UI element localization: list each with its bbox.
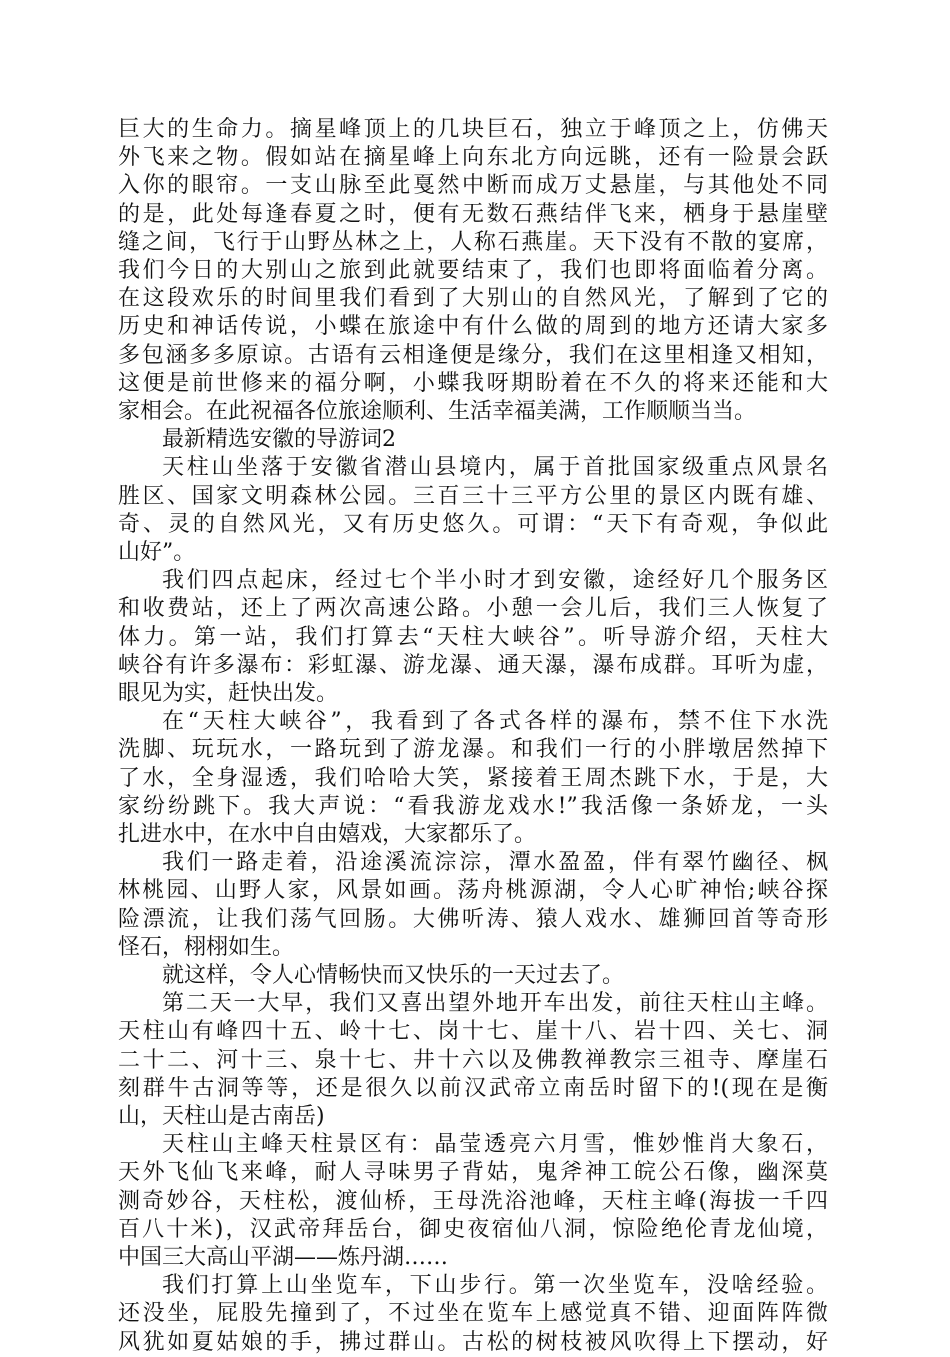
paragraph-first-line: 我们一路走着，沿途溪流淙淙，潭水盈盈，伴有翠竹幽径、枫 [162,850,828,876]
text-line: 体力。第一站，我们打算去“天柱大峡谷”。听导游介绍，天柱大 [118,624,828,650]
paragraph-first-line: 天柱山主峰天柱景区有：晶莹透亮六月雪，惟妙惟肖大象石， [162,1132,828,1158]
text-line: 在这段欢乐的时间里我们看到了大别山的自然风光，了解到了它的 [118,286,828,312]
text-line: 入你的眼帘。一支山脉至此戛然中断而成万丈悬崖，与其他处不同 [118,173,828,199]
text-line: 奇、灵的自然风光，又有历史悠久。可谓：“天下有奇观，争似此 [118,511,828,537]
text-line: 怪石，栩栩如生。 [118,934,295,960]
text-line: 峡谷有许多瀑布：彩虹瀑、游龙瀑、通天瀑，瀑布成群。耳听为虚， [118,652,828,678]
text-line: 山好”。 [118,540,196,565]
text-line: 的是，此处每逢春夏之时，便有无数石燕结伴飞来，栖身于悬崖壁 [118,201,828,227]
text-line: 家纷纷跳下。我大声说：“看我游龙戏水!”我活像一条娇龙，一头 [118,793,828,819]
paragraph-first-line: 第二天一大早，我们又喜出望外地开车出发，前往天柱山主峰。 [162,991,828,1017]
paragraph-first-line: 最新精选安徽的导游词2 [162,427,396,453]
text-line: 缝之间，飞行于山野丛林之上，人称石燕崖。天下没有不散的宴席， [118,229,828,255]
text-line: 刻群牛古洞等等，还是很久以前汉武帝立南岳时留下的!(现在是衡 [118,1075,828,1101]
text-line: 扎进水中，在水中自由嬉戏，大家都乐了。 [118,822,537,847]
text-line: 这便是前世修来的福分啊，小蝶我呀期盼着在不久的将来还能和大 [118,370,828,396]
text-line: 眼见为实，赶快出发。 [118,681,339,706]
text-line: 和收费站，还上了两次高速公路。小憩一会儿后，我们三人恢复了 [118,596,828,622]
text-line: 山，天柱山是古南岳) [118,1104,325,1129]
text-line: 还没坐，屁股先撞到了，不过坐在览车上感觉真不错、迎面阵阵微 [118,1301,828,1327]
text-line: 天外飞仙飞来峰，耐人寻味男子背姑，鬼斧神工皖公石像，幽深莫 [118,1160,828,1186]
text-line: 百八十米)，汉武帝拜岳台，御史夜宿仙八洞，惊险绝伦青龙仙境， [118,1216,828,1242]
text-line: 胜区、国家文明森林公园。三百三十三平方公里的景区内既有雄、 [118,483,828,509]
paragraph-first-line: 就这样，令人心情畅快而又快乐的一天过去了。 [162,963,625,988]
text-line: 险漂流，让我们荡气回肠。大佛听涛、猿人戏水、雄狮回首等奇形 [118,906,828,932]
text-line: 外飞来之物。假如站在摘星峰上向东北方向远眺，还有一险景会跃 [118,145,828,171]
text-line: 历史和神话传说，小蝶在旅途中有什么做的周到的地方还请大家多 [118,314,828,340]
text-line: 巨大的生命力。摘星峰顶上的几块巨石，独立于峰顶之上，仿佛天 [118,117,828,142]
text-line: 林桃园、山野人家，风景如画。荡舟桃源湖，令人心旷神怡;峡谷探 [118,878,828,904]
paragraph-first-line: 我们打算上山坐览车，下山步行。第一次坐览车，没啥经验。 [162,1273,828,1299]
text-line: 了水，全身湿透，我们哈哈大笑，紧接着王周杰跳下水，于是，大 [118,765,828,791]
paragraph-first-line: 我们四点起床，经过七个半小时才到安徽，途经好几个服务区 [162,568,828,594]
text-line: 洗脚、玩玩水，一路玩到了游龙瀑。和我们一行的小胖墩居然掉下 [118,737,828,763]
text-line: 家相会。在此祝福各位旅途顺利、生活幸福美满，工作顺顺当当。 [118,399,757,424]
text-line: 风犹如夏姑娘的手，拂过群山。古松的树枝被风吹得上下摆动，好 [118,1329,828,1355]
text-line: 天柱山有峰四十五、岭十七、岗十七、崖十八、岩十四、关七、洞 [118,1019,828,1045]
text-line: 二十二、河十三、泉十七、井十六以及佛教禅教宗三祖寺、摩崖石 [118,1047,828,1073]
text-line: 中国三大高山平湖——炼丹湖…… [118,1245,449,1270]
text-line: 测奇妙谷，天柱松，渡仙桥，王母洗浴池峰，天柱主峰(海拔一千四 [118,1188,828,1214]
paragraph-first-line: 在“天柱大峡谷”，我看到了各式各样的瀑布，禁不住下水洗 [162,709,828,735]
text-line: 我们今日的大别山之旅到此就要结束了，我们也即将面临着分离。 [118,258,828,283]
paragraph-first-line: 天柱山坐落于安徽省潜山县境内，属于首批国家级重点风景名 [162,455,828,481]
text-line: 多包涵多多原谅。古语有云相逢便是缘分，我们在这里相逢又相知， [118,342,828,368]
